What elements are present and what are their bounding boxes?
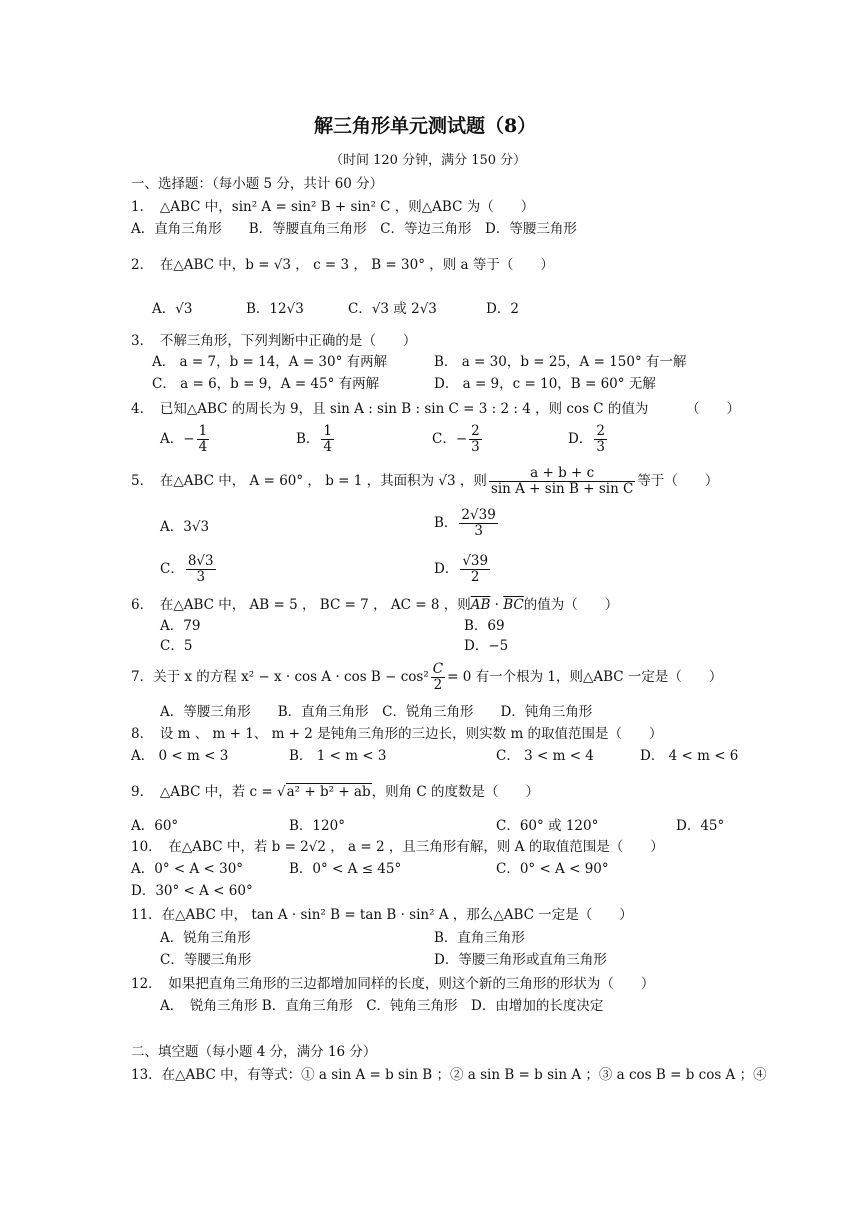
question-6-prefix: 6． 在△ABC 中， AB = 5 ， BC = 7 ， AC = 8 ，则 [131, 597, 471, 613]
page-title: 解三角形单元测试题（8） [314, 115, 537, 137]
question-5-option-a: A．3√3 [160, 519, 210, 535]
question-4-option-b [296, 424, 336, 455]
question-5-suffix: 等于（ ） [637, 473, 719, 489]
option-b-numerator: 1 [323, 423, 333, 439]
question-10-option-b: B．0° < A ≤ 45° [289, 861, 402, 877]
question-8-stem: 8． 设 m 、 m + 1、 m + 2 是钝角三角形的三边长，则实数 m 的取值范围是（ ） [131, 726, 663, 742]
question-9-radicand: a² + b² + ab [286, 784, 371, 800]
question-8-option-c: C． 3 < m < 4 [496, 748, 594, 764]
question-3-option-c: C． a = 6，b = 9，A = 45° 有两解 [152, 376, 380, 392]
question-5-prefix: 5． 在△ABC 中， A = 60° ， b = 1 ，其面积为 √3 ，则 [131, 473, 487, 489]
question-2-option-c: C．√3 或 2√3 [348, 301, 437, 317]
option-c-label: C． [432, 431, 456, 447]
question-1-stem: 1． △ABC 中，sin² A = sin² B + sin² C ，则△ABC 为（ ） [131, 199, 535, 215]
option-c-denominator: 3 [196, 569, 206, 585]
option-a-numerator: 1 [198, 423, 208, 439]
question-2-stem: 2． 在△ABC 中，b = √3 ， c = 3 ， B = 30° ，则 a 等于（ ） [131, 257, 554, 273]
question-6-option-c: C．5 [160, 638, 193, 654]
question-5-option-d [434, 554, 492, 585]
question-6-option-d: D．−5 [464, 638, 509, 654]
question-12-options: A． 锐角三角形 B．直角三角形 C．钝角三角形 D．由增加的长度决定 [160, 998, 604, 1014]
option-d-numerator: 2 [596, 423, 605, 439]
question-11-stem: 11．在△ABC 中， tan A · sin² B = tan B · sin² A ，那么△ABC 一定是（ ） [131, 907, 633, 923]
question-8-option-d: D． 4 < m < 6 [640, 748, 739, 764]
question-4-option-c [432, 424, 484, 455]
question-9-option-a: A．60° [131, 818, 179, 834]
vector-bc: $\overline{BC}$ [503, 597, 524, 613]
option-c-fraction [469, 424, 482, 455]
option-b-label: B． [296, 431, 320, 447]
dot-operator: · [490, 597, 504, 613]
question-11-option-c: C．等腰三角形 [160, 952, 252, 968]
option-b-fraction [459, 508, 497, 539]
question-1-options: A．直角三角形 B．等腰直角三角形 C．等边三角形 D．等腰三角形 [131, 221, 577, 237]
option-c-denominator: 3 [471, 439, 480, 455]
question-9-option-c: C．60° 或 120° [496, 818, 599, 834]
option-d-denominator: 3 [596, 439, 605, 455]
question-7-fraction [431, 662, 445, 693]
question-9-option-d: D．45° [676, 818, 725, 834]
question-10-option-c: C．0° < A < 90° [496, 861, 609, 877]
question-6-stem [131, 596, 618, 614]
question-7-suffix: = 0 有一个根为 1，则△ABC 一定是（ ） [447, 669, 723, 685]
question-3-option-a: A． a = 7，b = 14，A = 30° 有两解 [152, 354, 388, 370]
option-c-fraction [186, 554, 216, 585]
question-10-option-d: D．30° < A < 60° [131, 883, 253, 899]
question-5-numerator: a + b + c [489, 466, 635, 482]
question-7-prefix: 7．关于 x 的方程 x² − x · cos A · cos B − cos² [131, 669, 429, 685]
question-2-option-d: D．2 [486, 301, 519, 317]
option-a-fraction [197, 424, 210, 455]
question-10-stem: 10． 在△ABC 中，若 b = 2√2 ， a = 2 ，且三角形有解，则 A 的取值范围是（ ） [131, 839, 664, 855]
option-c-sign: − [455, 431, 468, 447]
page-subtitle: （时间 120 分钟，满分 150 分） [330, 153, 527, 168]
option-a-sign: − [183, 431, 195, 447]
question-13-stem: 13．在△ABC 中，有等式：① a sin A = b sin B ；② a sin B = b sin A ；③ a cos B = b cos A ；④ [131, 1067, 767, 1083]
question-3-option-d: D． a = 9，c = 10，B = 60° 无解 [434, 376, 656, 392]
question-9-prefix: 9． △ABC 中，若 c = √ [131, 784, 286, 800]
question-11-option-b: B．直角三角形 [434, 930, 525, 946]
question-11-option-d: D．等腰三角形或直角三角形 [434, 952, 607, 968]
question-4-stem: 4． 已知△ABC 的周长为 9，且 sin A : sin B : sin C = 3 : 2 : 4 ，则 cos C 的值为 [131, 401, 649, 417]
question-6-option-a: A．79 [160, 618, 201, 634]
question-10-option-a: A．0° < A < 30° [131, 861, 244, 877]
question-6-option-b: B．69 [464, 618, 505, 634]
question-9-suffix: ，则角 C 的度数是（ ） [371, 784, 540, 800]
question-2-option-a: A．√3 [152, 301, 193, 317]
option-a-denominator: 4 [198, 439, 208, 455]
option-b-fraction [321, 424, 334, 455]
section-heading-fill-in: 二、填空题（每小题 4 分，满分 16 分） [131, 1044, 377, 1060]
question-4-answer-paren: （ ） [686, 401, 740, 417]
question-9-option-b: B．120° [289, 818, 345, 834]
question-7-options: A．等腰三角形 B．直角三角形 C．锐角三角形 D．钝角三角形 [160, 704, 593, 720]
option-c-numerator: 2 [471, 423, 480, 439]
question-5-stem [131, 466, 718, 497]
vector-ab: $\overline{AB}$ [470, 597, 491, 613]
question-12-stem: 12． 如果把直角三角形的三边都增加同样的长度，则这个新的三角形的形状为（ ） [131, 976, 655, 992]
question-9-stem [131, 783, 539, 801]
question-7-stem [131, 662, 722, 693]
option-b-denominator: 3 [474, 523, 483, 539]
question-5-option-c [160, 554, 218, 585]
option-b-numerator: 2√39 [461, 507, 496, 523]
option-d-denominator: 2 [470, 569, 480, 585]
section-heading-choice: 一、选择题：（每小题 5 分，共计 60 分） [131, 176, 384, 192]
question-2-option-b: B．12√3 [246, 301, 304, 317]
question-7-numerator: C [432, 661, 444, 677]
question-3-stem: 3． 不解三角形，下列判断中正确的是（ ） [131, 333, 417, 349]
question-11-option-a: A．锐角三角形 [160, 930, 251, 946]
option-b-denominator: 4 [323, 439, 333, 455]
option-d-fraction [460, 554, 490, 585]
question-4-option-a [160, 424, 211, 455]
question-5-option-b [434, 508, 500, 539]
option-d-numerator: √39 [462, 553, 489, 569]
question-8-option-b: B． 1 < m < 3 [289, 748, 387, 764]
question-5-fraction [489, 466, 635, 497]
option-d-label: D． [434, 561, 459, 577]
question-4-option-d [568, 424, 609, 455]
option-a-label: A． [160, 431, 184, 447]
question-5-denominator: sin A + sin B + sin C [490, 481, 634, 497]
option-d-fraction [594, 424, 607, 455]
question-3-option-b: B． a = 30，b = 25，A = 150° 有一解 [434, 354, 687, 370]
question-7-denominator: 2 [433, 677, 443, 693]
option-c-numerator: 8√3 [187, 553, 214, 569]
option-c-label: C． [160, 561, 184, 577]
question-6-suffix: 的值为（ ） [523, 597, 619, 613]
option-b-label: B． [434, 515, 458, 531]
question-8-option-a: A． 0 < m < 3 [131, 748, 229, 764]
option-d-label: D． [568, 431, 593, 447]
